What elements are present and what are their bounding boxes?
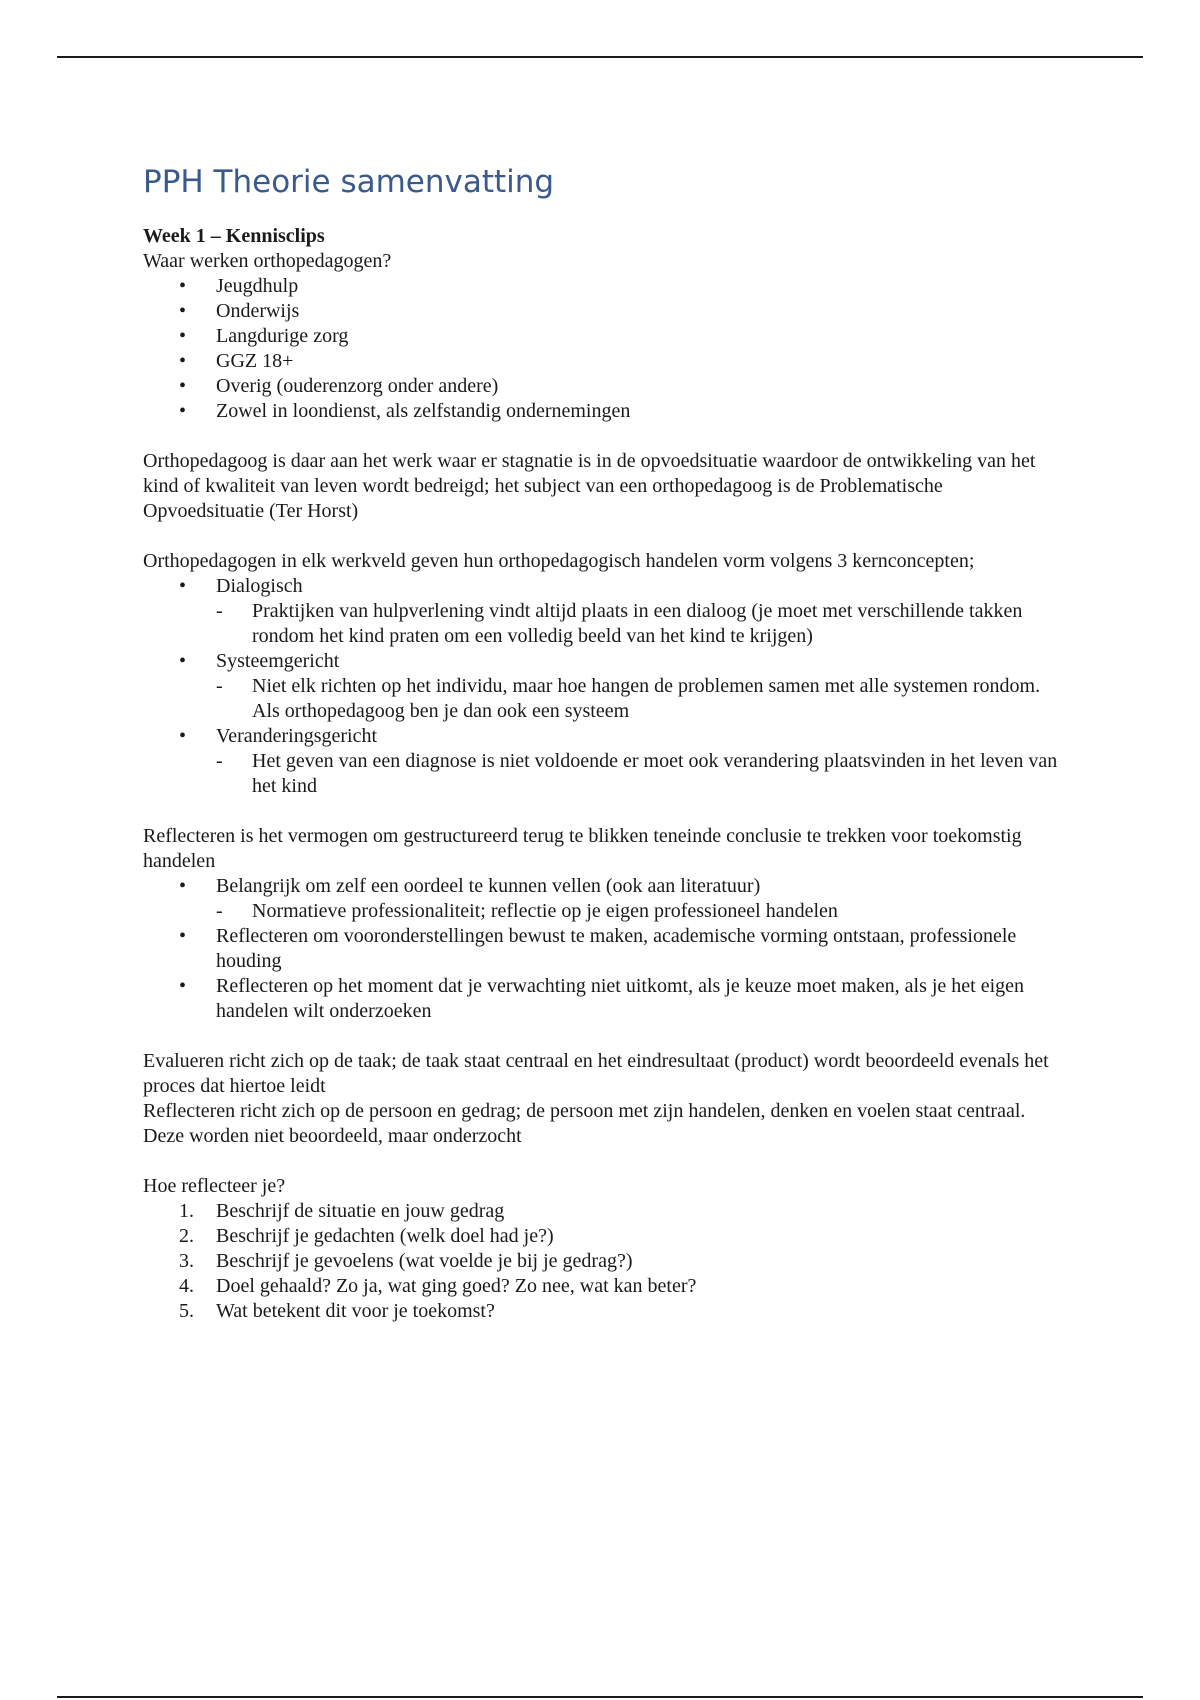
step-number: 2.: [179, 1225, 194, 1247]
list-item: • Onderwijs: [179, 300, 300, 322]
list-item: • Zowel in loondienst, als zelfstandig ondernemingen: [179, 400, 631, 422]
list-item: 3. Beschrijf je gevoelens (wat voelde je bij je gedrag?): [179, 1250, 633, 1272]
dash-icon: -: [216, 750, 223, 772]
list-item: • Systeemgericht - Niet elk richten op het individu, maar hoe hangen de problemen samen met alle systemen rondom. Als orthopedagoog ben je dan ook een systeem: [143, 649, 1063, 724]
bullet-icon: •: [179, 350, 187, 372]
list-item: • Veranderingsgericht - Het geven van een diagnose is niet voldoende er moet ook verandering plaatsvinden in het leven van het kind: [143, 724, 1063, 799]
intro-question: Waar werken orthopedagogen?: [143, 250, 392, 272]
sub-list: [216, 599, 1063, 649]
paragraph-orthopedagoog: Orthopedagoog is daar aan het werk waar er stagnatie is in de opvoedsituatie waardoor de ontwikkeling van het kind of kwaliteit van leven wordt bedreigd; het subject van een orthopedagoog is de Problematische Opvoedsituatie (Ter Horst): [143, 450, 1036, 522]
paragraph-kernconcepten: Orthopedagogen in elk werkveld geven hun orthopedagogisch handelen vorm volgens 3 kernconcepten;: [143, 550, 975, 572]
dash-icon: -: [216, 900, 223, 922]
list-item: 2. Beschrijf je gedachten (welk doel had je?): [179, 1225, 554, 1247]
section-heading: Week 1 – Kennisclips: [143, 225, 325, 247]
step-number: 4.: [179, 1275, 194, 1297]
steps-list: [143, 1199, 1063, 1324]
list-item: • Jeugdhulp: [179, 275, 299, 297]
paragraph-reflecteren-persoon: Reflecteren richt zich op de persoon en gedrag; de persoon met zijn handelen, denken en voelen staat centraal. Deze worden niet beoordeeld, maar onderzocht: [143, 1100, 1026, 1147]
workplaces-list: [143, 274, 1063, 424]
list-item: • Langdurige zorg: [179, 325, 349, 347]
reflect-list: [143, 874, 1063, 1024]
sub-list-item: - Normatieve professionaliteit; reflectie op je eigen professioneel handelen: [216, 900, 838, 922]
bullet-icon: •: [179, 725, 187, 747]
list-item: 1. Beschrijf de situatie en jouw gedrag: [179, 1200, 505, 1222]
bullet-icon: •: [179, 575, 187, 597]
bullet-icon: •: [179, 400, 187, 422]
list-item: • Dialogisch - Praktijken van hulpverlening vindt altijd plaats in een dialoog (je moet met verschillende takken rondom het kind praten om een volledig beeld van het kind te krijgen): [143, 574, 1063, 649]
step-number: 1.: [179, 1200, 194, 1222]
paragraph-reflecteren: Reflecteren is het vermogen om gestructureerd terug te blikken teneinde conclusie te trekken voor toekomstig handelen: [143, 825, 1022, 872]
bullet-icon: •: [179, 650, 187, 672]
list-item: • Reflecteren om vooronderstellingen bewust te maken, academische vorming ontstaan, professionele houding: [179, 925, 1017, 972]
bullet-icon: •: [179, 925, 187, 947]
paragraph-evalueren: Evalueren richt zich op de taak; de taak staat centraal en het eindresultaat (product) wordt beoordeeld evenals het proces dat hiertoe leidt: [143, 1050, 1049, 1097]
sub-list-item: - Praktijken van hulpverlening vindt altijd plaats in een dialoog (je moet met verschillende takken rondom het kind praten om een volledig beeld van het kind te krijgen): [216, 600, 1023, 647]
kernconcepten-list: [143, 574, 1063, 799]
sub-list-item: - Het geven van een diagnose is niet voldoende er moet ook verandering plaatsvinden in het leven van het kind: [216, 750, 1058, 797]
sub-list: [216, 749, 1063, 799]
sub-list-item: - Niet elk richten op het individu, maar hoe hangen de problemen samen met alle systemen rondom. Als orthopedagoog ben je dan ook een systeem: [216, 675, 1041, 722]
list-item: • Overig (ouderenzorg onder andere): [179, 375, 499, 397]
bullet-icon: •: [179, 300, 187, 322]
document-body: [143, 162, 1063, 1324]
bullet-icon: •: [179, 875, 187, 897]
footer-rule: [57, 1696, 1143, 1698]
header-rule: [57, 56, 1143, 58]
list-item: 5. Wat betekent dit voor je toekomst?: [179, 1300, 495, 1322]
list-item: 4. Doel gehaald? Zo ja, wat ging goed? Zo nee, wat kan beter?: [179, 1275, 697, 1297]
bullet-icon: •: [179, 325, 187, 347]
sub-list: [216, 674, 1063, 724]
list-item: • GGZ 18+: [179, 350, 294, 372]
step-number: 3.: [179, 1250, 194, 1272]
page-title: PPH Theorie samenvatting: [143, 164, 555, 200]
bullet-icon: •: [179, 375, 187, 397]
dash-icon: -: [216, 675, 223, 697]
sub-list: [216, 899, 1063, 924]
step-number: 5.: [179, 1300, 194, 1322]
list-item: • Reflecteren op het moment dat je verwachting niet uitkomt, als je keuze moet maken, als je het eigen handelen wilt onderzoeken: [179, 975, 1025, 1022]
list-item: • Belangrijk om zelf een oordeel te kunnen vellen (ook aan literatuur) - Normatieve professionaliteit; reflectie op je eigen professioneel handelen: [143, 874, 1063, 924]
how-question: Hoe reflecteer je?: [143, 1175, 286, 1197]
dash-icon: -: [216, 600, 223, 622]
bullet-icon: •: [179, 975, 187, 997]
bullet-icon: •: [179, 275, 187, 297]
